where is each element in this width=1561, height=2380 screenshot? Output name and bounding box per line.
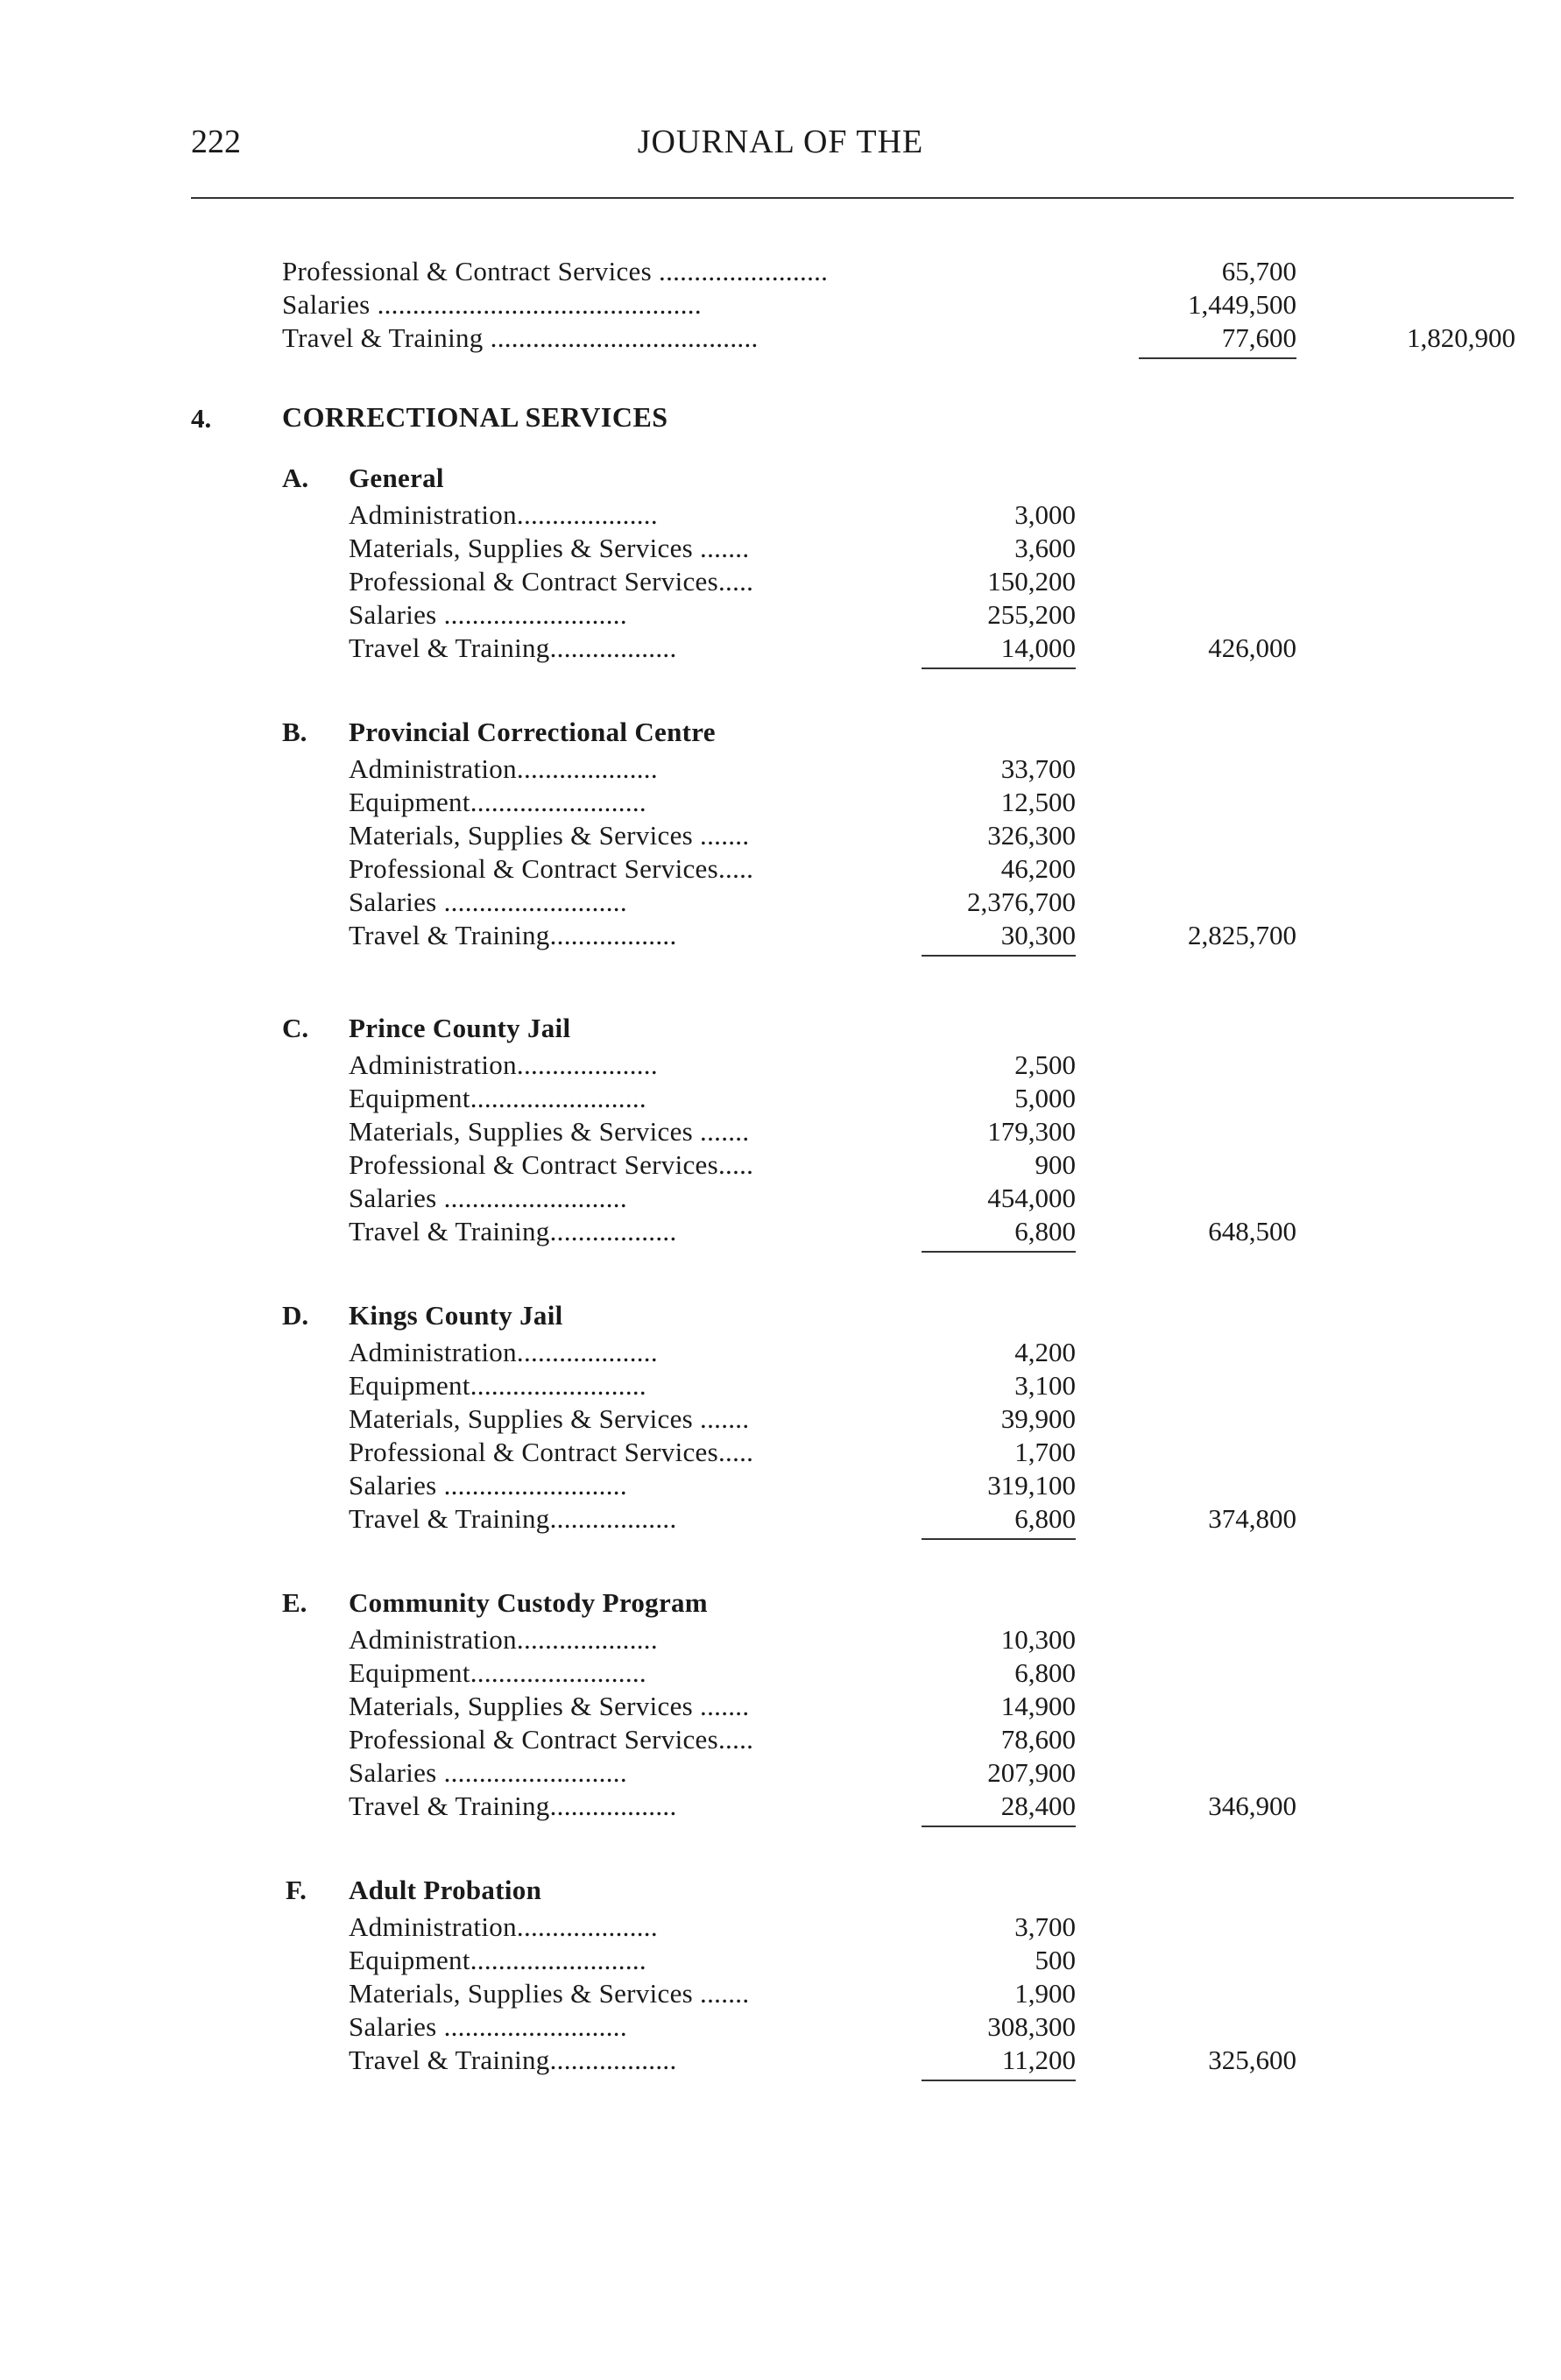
line-amount: 6,800	[922, 1501, 1076, 1540]
line-label: Professional & Contract Services.....	[349, 566, 754, 597]
line-amount: 150,200	[987, 566, 1076, 597]
line-amount: 5,000	[1014, 1083, 1076, 1113]
line-label: Salaries ..............................................	[282, 289, 702, 320]
subsection-title: General	[349, 463, 444, 493]
line-label: Administration....................	[349, 753, 658, 784]
line-item	[349, 752, 857, 787]
line-item	[349, 1114, 857, 1149]
line-amount: 454,000	[987, 1183, 1076, 1213]
subsection-title: Community Custody Program	[349, 1587, 708, 1618]
line-label: Materials, Supplies & Services .......	[349, 533, 750, 563]
line-item	[349, 1722, 857, 1757]
line-label: Travel & Training..................	[349, 1216, 677, 1246]
line-amount: 2,500	[1014, 1049, 1076, 1080]
line-label: Salaries ..........................	[349, 1183, 627, 1213]
line-label: Equipment.........................	[349, 1370, 646, 1401]
line-item	[349, 1335, 857, 1370]
line-label: Travel & Training..................	[349, 920, 677, 950]
line-amount: 207,900	[987, 1757, 1076, 1788]
line-item	[349, 1755, 857, 1790]
line-item	[349, 851, 857, 886]
line-label: Equipment.........................	[349, 1657, 646, 1688]
line-label: Travel & Training..................	[349, 1503, 677, 1534]
line-amount: 179,300	[987, 1116, 1076, 1147]
line-item	[349, 1622, 857, 1657]
section-number: 4.	[191, 403, 212, 434]
line-item	[349, 1368, 857, 1403]
line-amount: 11,200	[922, 2043, 1076, 2081]
line-amount: 46,200	[1000, 853, 1076, 884]
subsection-letter: D.	[282, 1300, 309, 1331]
line-item	[349, 785, 857, 820]
line-label: Administration....................	[349, 1337, 658, 1367]
line-item	[349, 631, 857, 666]
line-item	[349, 498, 857, 533]
line-item	[349, 1501, 857, 1536]
line-amount: 33,700	[1000, 753, 1076, 784]
line-label: Professional & Contract Services.....	[349, 1437, 754, 1467]
line-item	[349, 2043, 857, 2078]
line-item	[349, 1402, 857, 1437]
line-amount: 30,300	[922, 918, 1076, 957]
line-amount: 308,300	[987, 2011, 1076, 2042]
line-label: Salaries ..........................	[349, 2011, 627, 2042]
line-amount: 78,600	[1000, 1724, 1076, 1755]
running-head: JOURNAL OF THE	[637, 124, 924, 160]
line-label: Materials, Supplies & Services .......	[349, 1116, 750, 1147]
line-amount: 12,500	[1000, 787, 1076, 817]
preamble-line	[282, 254, 1079, 289]
preamble-amount: 65,700	[1221, 256, 1296, 286]
line-label: Travel & Training..................	[349, 1790, 677, 1821]
line-item	[349, 531, 857, 566]
section-title: CORRECTIONAL SERVICES	[282, 401, 668, 433]
line-label: Materials, Supplies & Services .......	[349, 1403, 750, 1434]
line-amount: 4,200	[1014, 1337, 1076, 1367]
line-label: Salaries ..........................	[349, 1757, 627, 1788]
subsection-total: 374,800	[1208, 1503, 1296, 1534]
line-amount: 3,600	[1014, 533, 1076, 563]
subsection-title: Kings County Jail	[349, 1300, 563, 1331]
subsection-letter: E.	[282, 1587, 307, 1618]
line-amount: 3,100	[1014, 1370, 1076, 1401]
line-amount: 500	[1035, 1945, 1076, 1975]
subsection-total: 346,900	[1208, 1790, 1296, 1821]
line-label: Professional & Contract Services.....	[349, 1149, 754, 1180]
line-item	[349, 918, 857, 953]
line-amount: 3,700	[1014, 1911, 1076, 1942]
line-item	[349, 1081, 857, 1116]
line-label: Travel & Training..................	[349, 2045, 677, 2075]
line-amount: 6,800	[1014, 1657, 1076, 1688]
line-label: Professional & Contract Services.....	[349, 1724, 754, 1755]
preamble-line	[282, 287, 1079, 322]
line-item	[349, 597, 857, 632]
line-item	[349, 1656, 857, 1691]
line-label: Administration....................	[349, 1911, 658, 1942]
line-label: Materials, Supplies & Services .......	[349, 820, 750, 851]
line-label: Professional & Contract Services ........................	[282, 256, 829, 286]
preamble-amount: 77,600	[1139, 321, 1296, 359]
subsection-letter: B.	[282, 717, 307, 747]
line-item	[349, 818, 857, 853]
line-label: Equipment.........................	[349, 1945, 646, 1975]
line-item	[349, 1468, 857, 1503]
line-item	[349, 1976, 857, 2011]
line-amount: 14,900	[1000, 1691, 1076, 1721]
subsection-title: Adult Probation	[349, 1875, 542, 1905]
preamble-amount: 1,449,500	[1188, 289, 1296, 320]
line-item	[349, 2009, 857, 2045]
line-label: Materials, Supplies & Services .......	[349, 1978, 750, 2009]
line-label: Salaries ..........................	[349, 1470, 627, 1501]
header-rule	[191, 197, 1514, 199]
line-label: Equipment.........................	[349, 787, 646, 817]
line-label: Equipment.........................	[349, 1083, 646, 1113]
line-label: Administration....................	[349, 499, 658, 530]
line-amount: 39,900	[1000, 1403, 1076, 1434]
line-item	[349, 1181, 857, 1216]
line-amount: 1,700	[1014, 1437, 1076, 1467]
line-amount: 900	[1035, 1149, 1076, 1180]
line-item	[349, 885, 857, 920]
line-amount: 326,300	[987, 820, 1076, 851]
line-amount: 2,376,700	[967, 886, 1076, 917]
page-number: 222	[191, 124, 241, 160]
line-amount: 28,400	[922, 1789, 1076, 1827]
line-item	[349, 564, 857, 599]
subsection-letter: F.	[286, 1875, 307, 1905]
preamble-line	[282, 321, 1079, 356]
line-item	[349, 1689, 857, 1724]
line-amount: 3,000	[1014, 499, 1076, 530]
subsection-total: 325,600	[1208, 2045, 1296, 2075]
line-label: Travel & Training ......................................	[282, 322, 759, 353]
line-item	[349, 1214, 857, 1249]
line-label: Administration....................	[349, 1049, 658, 1080]
line-amount: 319,100	[987, 1470, 1076, 1501]
subsection-letter: C.	[282, 1013, 309, 1043]
line-item	[349, 1943, 857, 1978]
line-label: Salaries ..........................	[349, 599, 627, 630]
line-label: Administration....................	[349, 1624, 658, 1655]
subsection-title: Provincial Correctional Centre	[349, 717, 716, 747]
line-amount: 255,200	[987, 599, 1076, 630]
line-item	[349, 1789, 857, 1824]
line-amount: 14,000	[922, 631, 1076, 669]
preamble-total: 1,820,900	[1407, 322, 1515, 353]
subsection-total: 648,500	[1208, 1216, 1296, 1246]
line-item	[349, 1148, 857, 1183]
line-amount: 6,800	[922, 1214, 1076, 1253]
line-item	[349, 1910, 857, 1945]
line-label: Salaries ..........................	[349, 886, 627, 917]
line-item	[349, 1435, 857, 1470]
subsection-total: 2,825,700	[1188, 920, 1296, 950]
line-label: Professional & Contract Services.....	[349, 853, 754, 884]
line-label: Materials, Supplies & Services .......	[349, 1691, 750, 1721]
line-label: Travel & Training..................	[349, 632, 677, 663]
line-item	[349, 1048, 857, 1083]
subsection-title: Prince County Jail	[349, 1013, 571, 1043]
line-amount: 10,300	[1000, 1624, 1076, 1655]
subsection-total: 426,000	[1208, 632, 1296, 663]
line-amount: 1,900	[1014, 1978, 1076, 2009]
subsection-letter: A.	[282, 463, 309, 493]
